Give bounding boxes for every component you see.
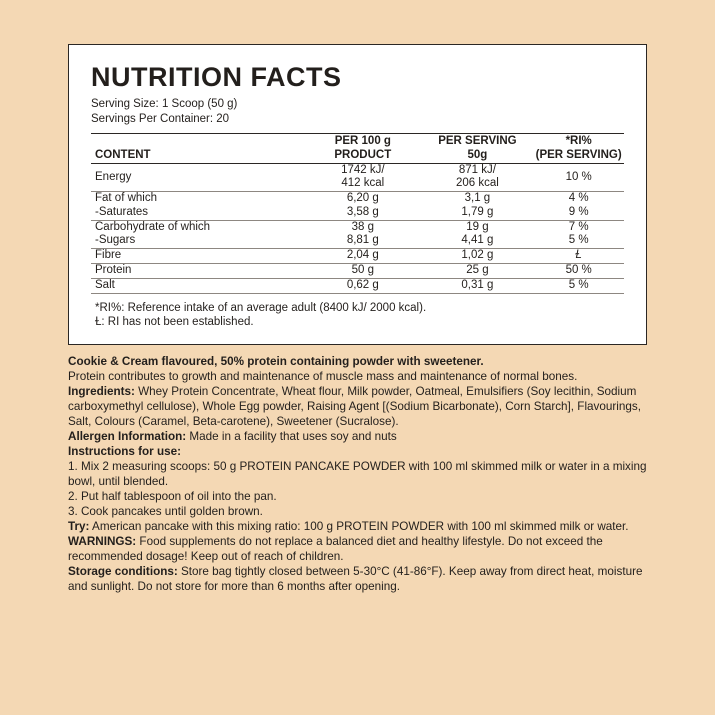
- table-row: [91, 234, 624, 248]
- column-header-content: CONTENT: [91, 134, 304, 164]
- ingredients-paragraph: [68, 385, 647, 430]
- row-label: Fibre: [91, 249, 304, 264]
- column-header-per-serving-line1: PER SERVING: [438, 135, 517, 148]
- table-row: [91, 220, 624, 234]
- product-description: Cookie & Cream flavoured, 50% protein containing powder with sweetener.: [68, 355, 484, 369]
- row-value-ri: Ɫ: [533, 249, 624, 264]
- column-header-per-100g: [304, 134, 421, 164]
- row-label: Fat of which: [95, 191, 157, 204]
- allergen-text: Made in a facility that uses soy and nuts: [186, 430, 397, 444]
- row-value-per-100g: [304, 163, 421, 191]
- storage-paragraph: [68, 565, 647, 595]
- try-label: Try:: [68, 520, 90, 534]
- nutrition-facts-panel: [68, 44, 647, 345]
- row-value-per-serving: 1,02 g: [421, 249, 533, 264]
- warnings-paragraph: [68, 535, 647, 565]
- row-value-ri: 7 %: [568, 220, 589, 233]
- serving-size-text: Serving Size: 1 Scoop (50 g): [91, 98, 238, 111]
- row-value-per-100g: 3,58 g: [304, 206, 421, 220]
- row-value-per-serving: 4,41 g: [421, 234, 533, 248]
- row-value-per-serving: 19 g: [466, 220, 489, 233]
- ingredients-label: Ingredients:: [68, 385, 135, 399]
- servings-per-container-text: Servings Per Container: 20: [91, 112, 230, 125]
- table-row: [91, 278, 624, 293]
- column-header-per-serving-line2: 50g: [467, 149, 488, 162]
- row-value-ri: 10 %: [533, 163, 624, 191]
- row-value-ri: 5 %: [533, 278, 624, 293]
- product-info-block: [68, 355, 647, 595]
- column-header-ri: [533, 134, 624, 164]
- ingredients-text: Whey Protein Concentrate, Wheat flour, Milk powder, Oatmeal, Emulsifiers (Soy lecithin, Sodium carboxymethyl cellulose), Whole Egg powder, Raising Agent [(Sodium Bicarbonate), Corn Starch], Flavourings, Salt, Colours (Caramel, Beta-carotene), Sweetener (Sucralose).: [68, 385, 641, 429]
- row-value-per-100g: 0,62 g: [304, 278, 421, 293]
- ri-note-2: Ɫ: RI has not been established.: [95, 316, 254, 329]
- table-row: [91, 249, 624, 264]
- try-paragraph: [68, 520, 647, 535]
- instruction-step-3: 3. Cook pancakes until golden brown.: [68, 505, 263, 519]
- ri-note-1: *RI%: Reference intake of an average adult (8400 kJ/ 2000 kcal).: [95, 301, 427, 314]
- row-value-per-serving: 0,31 g: [421, 278, 533, 293]
- instruction-step-1: 1. Mix 2 measuring scoops: 50 g PROTEIN PANCAKE POWDER with 100 ml skimmed milk or water in a mixing bowl, until blended.: [68, 460, 647, 489]
- instruction-step-2: 2. Put half tablespoon of oil into the pan.: [68, 490, 277, 504]
- column-header-per-100g-line2: PRODUCT: [334, 149, 392, 162]
- column-header-ri-line1: *RI%: [565, 135, 592, 148]
- column-header-per-serving: [421, 134, 533, 164]
- row-value-per-serving-line1: 871 kJ/: [458, 163, 496, 176]
- row-value-per-serving: 1,79 g: [421, 206, 533, 220]
- row-value-per-100g: 6,20 g: [346, 191, 379, 204]
- table-header-row: [91, 134, 624, 164]
- row-label: -Saturates: [91, 206, 304, 220]
- row-value-ri: 5 %: [533, 234, 624, 248]
- row-value-per-100g: 8,81 g: [304, 234, 421, 248]
- row-value-per-serving: [421, 163, 533, 191]
- row-label: Energy: [91, 163, 304, 191]
- storage-text: Store bag tightly closed between 5-30°C (41-86°F). Keep away from direct heat, moisture and sunlight. Do not store for more than 6 months after opening.: [68, 564, 643, 593]
- row-value-per-100g-line2: 412 kcal: [341, 177, 385, 190]
- row-value-per-serving-line2: 206 kcal: [455, 177, 499, 190]
- row-label: Carbohydrate of which: [95, 220, 211, 233]
- storage-label: Storage conditions:: [68, 564, 178, 578]
- row-value-per-100g-line1: 1742 kJ/: [341, 163, 385, 176]
- row-value-ri: 9 %: [533, 206, 624, 220]
- row-value-per-serving: 3,1 g: [464, 191, 491, 204]
- row-value-per-serving: 25 g: [421, 263, 533, 278]
- row-value-per-100g: 50 g: [304, 263, 421, 278]
- try-text: American pancake with this mixing ratio: 100 g PROTEIN POWDER with 100 ml skimmed milk or water.: [89, 520, 629, 534]
- table-row: [91, 206, 624, 220]
- column-header-ri-line2: (PER SERVING): [535, 149, 622, 162]
- row-value-per-100g: 2,04 g: [304, 249, 421, 264]
- instructions-label: Instructions for use:: [68, 445, 181, 459]
- table-row: [91, 263, 624, 278]
- nutrition-table: [91, 133, 624, 293]
- row-label: Salt: [91, 278, 304, 293]
- column-header-per-100g-line1: PER 100 g: [334, 135, 391, 148]
- row-value-ri: 4 %: [568, 191, 589, 204]
- warnings-label: WARNINGS:: [68, 535, 137, 549]
- row-label: Protein: [91, 263, 304, 278]
- health-claim: Protein contributes to growth and maintenance of muscle mass and maintenance of normal bones.: [68, 370, 578, 384]
- row-label: -Sugars: [91, 234, 304, 248]
- table-row: [91, 163, 624, 191]
- table-row: [91, 191, 624, 205]
- row-value-ri: 50 %: [533, 263, 624, 278]
- allergen-label: Allergen Information:: [68, 430, 187, 444]
- row-value-per-100g: 38 g: [351, 220, 374, 233]
- warnings-text: Food supplements do not replace a balanced diet and healthy lifestyle. Do not exceed the recommended dosage! Keep out of reach of children.: [68, 535, 603, 564]
- allergen-paragraph: [68, 430, 647, 445]
- page-title: NUTRITION FACTS: [91, 62, 342, 92]
